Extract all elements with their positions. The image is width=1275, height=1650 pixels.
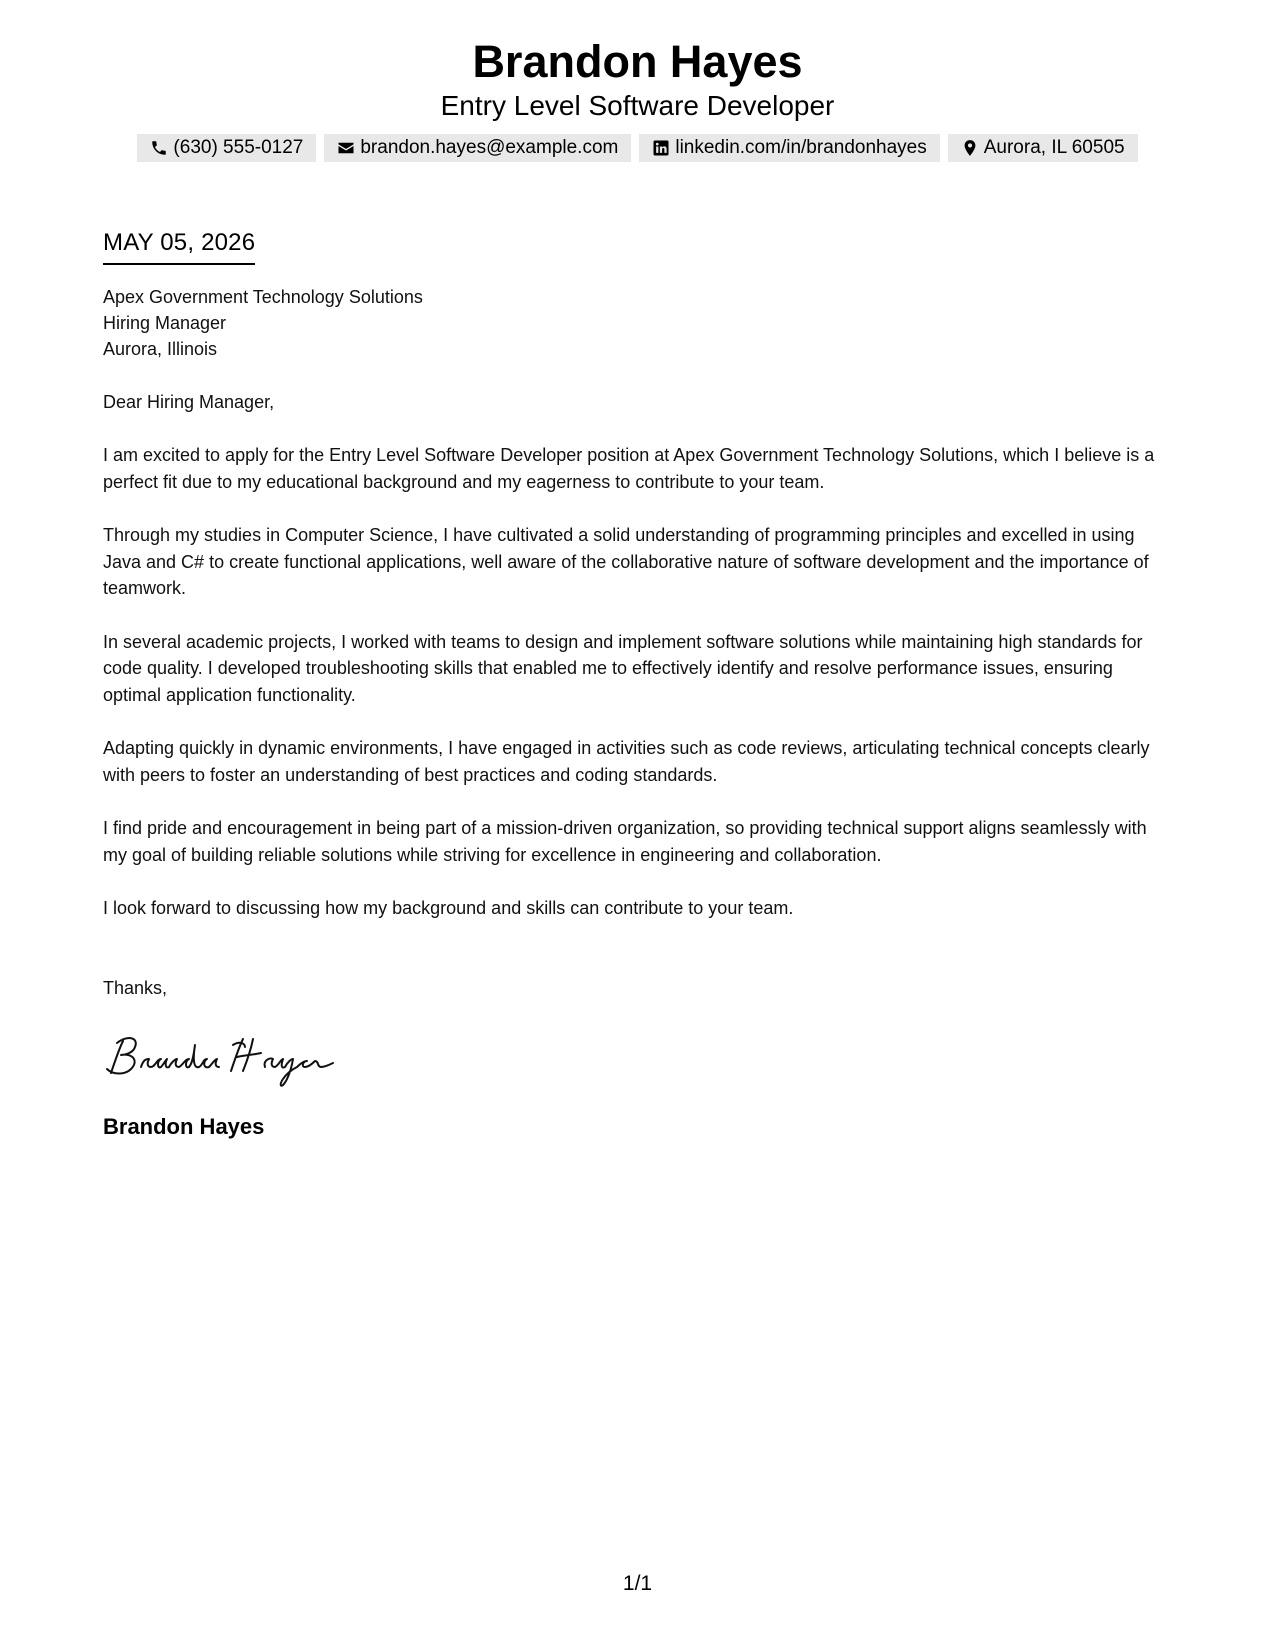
letter-date: MAY 05, 2026 <box>103 226 255 265</box>
paragraph-4: Adapting quickly in dynamic environments, I have engaged in activities such as code reviews, articulating technical concepts clearly with peers to foster an understanding of best practices and coding standards. <box>103 738 1150 785</box>
contact-location[interactable] <box>948 134 1138 162</box>
recipient-role: Hiring Manager <box>103 313 227 333</box>
envelope-icon <box>337 139 355 157</box>
recipient-company: Apex Government Technology Solutions <box>103 287 423 307</box>
email-text: brandon.hayes@example.com <box>360 137 619 158</box>
contact-linkedin[interactable] <box>639 134 939 162</box>
paragraph-6: I look forward to discussing how my background and skills can contribute to your team. <box>103 898 794 918</box>
letter-header <box>0 34 1275 162</box>
contact-email[interactable] <box>324 134 631 162</box>
phone-text: (630) 555-0127 <box>173 137 304 158</box>
letter-body <box>103 226 1173 1141</box>
paragraph-3: In several academic projects, I worked with teams to design and implement software solutions while maintaining high standards for code quality. I developed troubleshooting skills that enabled me to effectively identify and resolve performance issues, ensuring optimal application functionality. <box>103 631 1143 705</box>
location-text: Aurora, IL 60505 <box>983 137 1125 158</box>
page-number: 1/1 <box>622 1572 653 1595</box>
recipient-location: Aurora, Illinois <box>103 339 218 359</box>
greeting: Dear Hiring Manager, <box>103 392 275 412</box>
paragraph-1: I am excited to apply for the Entry Level Software Developer position at Apex Government Technology Solutions, which I believe is a perfect fit due to my educational background and my eagerness to contribute to your team. <box>103 445 1155 492</box>
recipient-block <box>103 284 1173 362</box>
contact-bar <box>0 134 1275 162</box>
paragraph-5: I find pride and encouragement in being part of a mission-driven organization, so providing technical support aligns seamlessly with my goal of building reliable solutions while striving for excellence in engineering and collaboration. <box>103 818 1147 865</box>
applicant-name: Brandon Hayes <box>472 36 803 87</box>
paragraph-2: Through my studies in Computer Science, I have cultivated a solid understanding of programming principles and excelled in using Java and C# to create functional applications, well aware of the collaborative nature of software development and the importance of teamwork. <box>103 525 1149 598</box>
closing: Thanks, <box>103 977 168 998</box>
applicant-title: Entry Level Software Developer <box>440 90 835 121</box>
map-pin-icon <box>961 139 979 157</box>
linkedin-text: linkedin.com/in/brandonhayes <box>675 137 927 158</box>
phone-icon <box>150 139 168 157</box>
contact-phone[interactable] <box>137 134 316 162</box>
signed-name: Brandon Hayes <box>103 1113 265 1139</box>
linkedin-icon <box>652 139 670 157</box>
handwritten-signature <box>103 1031 343 1091</box>
